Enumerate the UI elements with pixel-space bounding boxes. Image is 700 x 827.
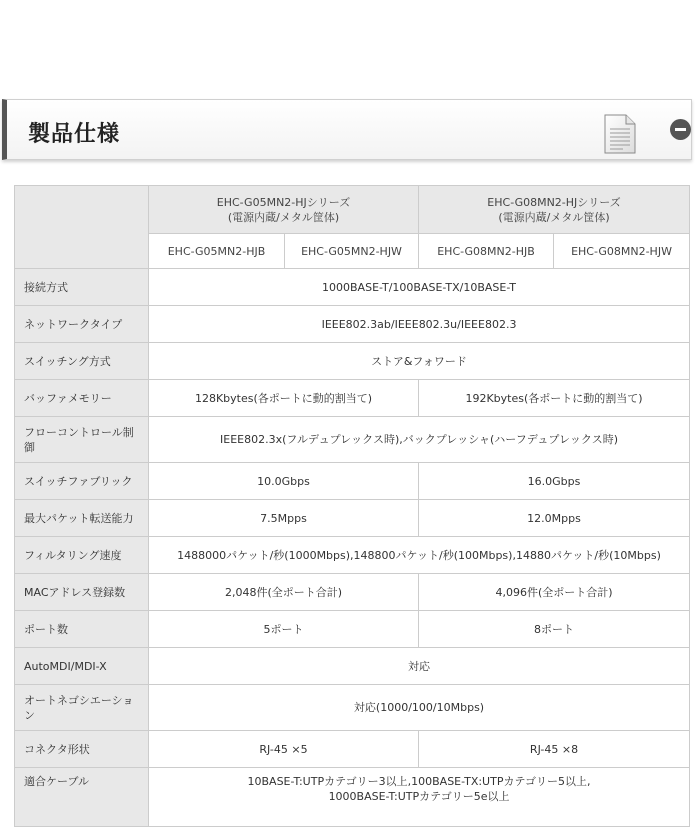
table-row: [15, 574, 690, 611]
row-value: IEEE802.3x(フルデュプレックス時),バックプレッシャ(ハーフデュプレックス時): [149, 417, 690, 463]
row-label: 最大パケット転送能力: [15, 500, 149, 537]
row-value: 対応(1000/100/10Mbps): [149, 685, 690, 731]
row-label: コネクタ形状: [15, 731, 149, 768]
row-label: 接続方式: [15, 269, 149, 306]
row-value-g05: 128Kbytes(各ポートに動的割当て): [149, 380, 419, 417]
table-row: [15, 685, 690, 731]
row-value: 対応: [149, 648, 690, 685]
row-value: [149, 768, 690, 827]
row-value: ストア&フォワード: [149, 343, 690, 380]
series-header-g08: [419, 186, 690, 234]
table-row: [15, 380, 690, 417]
table-row: [15, 463, 690, 500]
series-sub: (電源内蔵/メタル筐体): [498, 210, 610, 224]
row-value-g05: 2,048件(全ポート合計): [149, 574, 419, 611]
cable-line-1: 10BASE-T:UTPカテゴリー3以上,100BASE-TX:UTPカテゴリー5以上,: [247, 775, 591, 788]
row-value-g05: RJ-45 ×5: [149, 731, 419, 768]
cable-line-2: 1000BASE-T:UTPカテゴリー5e以上: [328, 790, 510, 803]
row-label: オートネゴシエーション: [15, 685, 149, 731]
row-label: ポート数: [15, 611, 149, 648]
series-sub: (電源内蔵/メタル筐体): [227, 210, 340, 224]
section-title: 製品仕様: [28, 122, 121, 147]
table-row: [15, 537, 690, 574]
row-value: 1488000パケット/秒(1000Mbps),148800パケット/秒(100Mbps),14880パケット/秒(10Mbps): [149, 537, 690, 574]
row-label: AutoMDI/MDI-X: [15, 648, 149, 685]
spec-table: [14, 185, 690, 827]
row-value-g08: RJ-45 ×8: [419, 731, 690, 768]
series-header-g05: [149, 186, 419, 234]
row-value-g08: 12.0Mpps: [419, 500, 690, 537]
row-value: 1000BASE-T/100BASE-TX/10BASE-T: [149, 269, 690, 306]
minus-circle-icon[interactable]: [670, 119, 691, 140]
row-value-g05: 7.5Mpps: [149, 500, 419, 537]
row-value-g05: 5ポート: [149, 611, 419, 648]
table-row: [15, 648, 690, 685]
model-header: EHC-G08MN2-HJB: [419, 234, 554, 269]
row-label: バッファメモリー: [15, 380, 149, 417]
row-label: スイッチング方式: [15, 343, 149, 380]
table-row: [15, 343, 690, 380]
row-value-g08: 4,096件(全ポート合計): [419, 574, 690, 611]
row-label: スイッチファブリック: [15, 463, 149, 500]
series-name: EHC-G08MN2-HJシリーズ: [487, 195, 621, 209]
row-value: IEEE802.3ab/IEEE802.3u/IEEE802.3: [149, 306, 690, 343]
row-label: MACアドレス登録数: [15, 574, 149, 611]
row-value-g08: 16.0Gbps: [419, 463, 690, 500]
table-row: [15, 768, 690, 827]
table-row: [15, 731, 690, 768]
row-label: ネットワークタイプ: [15, 306, 149, 343]
table-row: [15, 269, 690, 306]
table-row: [15, 417, 690, 463]
series-name: EHC-G05MN2-HJシリーズ: [216, 195, 351, 209]
row-value-g08: 8ポート: [419, 611, 690, 648]
row-label: 適合ケーブル: [15, 768, 149, 827]
table-row: [15, 500, 690, 537]
row-value-g05: 10.0Gbps: [149, 463, 419, 500]
row-label: フィルタリング速度: [15, 537, 149, 574]
spec-section-header[interactable]: [2, 99, 692, 160]
model-header: EHC-G05MN2-HJB: [149, 234, 285, 269]
document-icon: [603, 114, 637, 154]
table-row: [15, 306, 690, 343]
row-value-g08: 192Kbytes(各ポートに動的割当て): [419, 380, 690, 417]
table-corner-cell: [15, 186, 149, 269]
table-row: [15, 611, 690, 648]
model-header: EHC-G08MN2-HJW: [554, 234, 690, 269]
model-header: EHC-G05MN2-HJW: [285, 234, 419, 269]
row-label: フローコントロール制御: [15, 417, 149, 463]
